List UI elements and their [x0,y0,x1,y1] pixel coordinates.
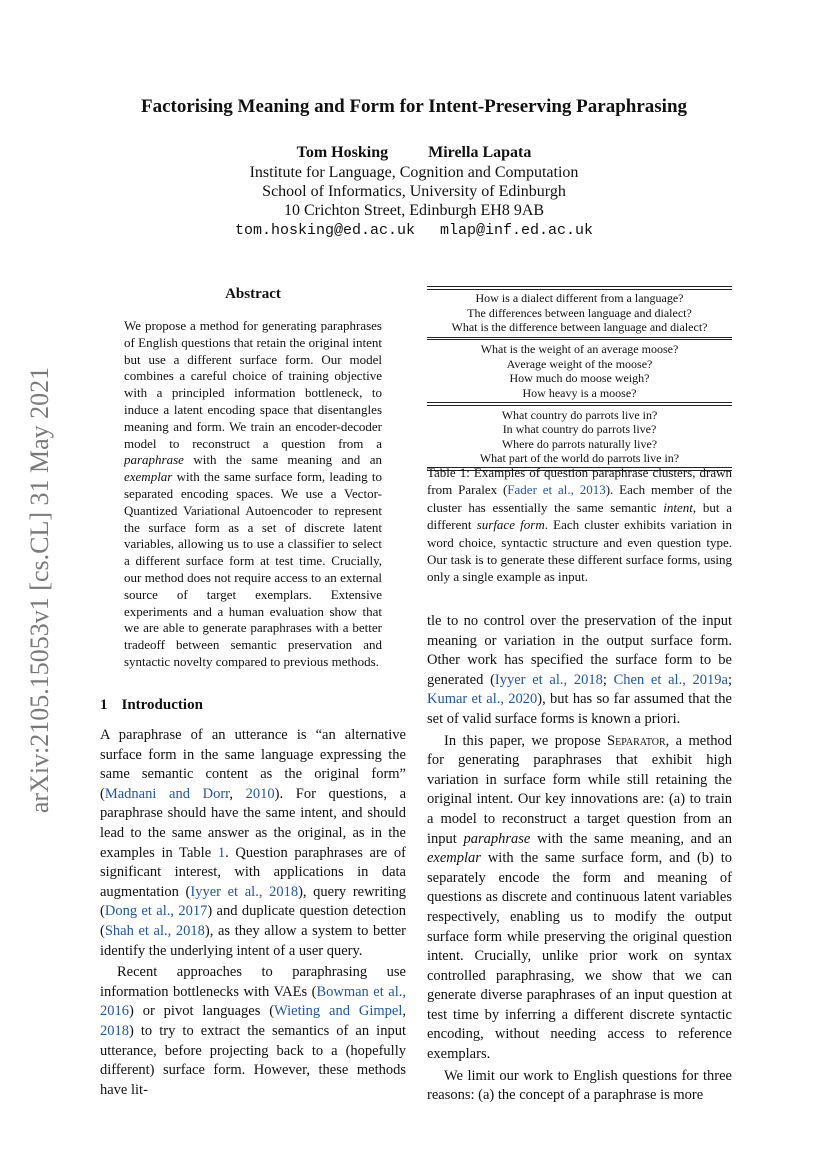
abstract-heading: Abstract [225,286,281,302]
abstract-text: with the same meaning and an [183,452,382,468]
text-run: , [402,1003,406,1020]
citation-link[interactable]: Bowman et al., 2016 [100,983,406,1020]
table-caption [427,464,732,586]
text-run: ), but has so far assumed that the set of valid surface forms is known a priori. [427,691,732,727]
author-emails [0,222,828,239]
table-cell: In what country do parrots live? [502,422,657,436]
author-list [0,144,828,162]
table-cell: What is the difference between language and dialect? [451,320,708,334]
text-emphasis: paraphrase [463,830,531,847]
section-number: 1 [100,697,108,713]
text-run: ). For questions, a paraphrase should have the same intent, and should lead to the same answer as the original, as in the examples in Table [100,785,407,861]
table-1 [427,286,732,471]
table-cell: What is the weight of an average moose? [480,342,679,356]
text-run: ) or pivot languages ( [129,1003,275,1020]
left-column-body [100,726,406,1100]
text-run: ). Each member of the cluster has essentially the same semantic [427,482,732,515]
text-run: ; [727,671,732,688]
table-cluster-rule [427,337,732,341]
table-cell: Average weight of the moose? [506,356,653,371]
arxiv-sidebar [18,310,62,870]
text-run: ) and duplicate question detection ( [100,903,406,939]
paper-title: Factorising Meaning and Form for Intent-Preserving Paraphrasing [140,96,688,117]
paraphrase-cluster [427,290,732,336]
affiliation-line: School of Informatics, University of Edinburgh [262,183,566,200]
citation-link[interactable]: Iyyer et al., 2018 [190,883,299,900]
text-run: tle to no control over the preservation of the input meaning or variation in the output surface form. Other work has specified the surface form to be generated ( [427,613,732,688]
caption-emphasis: intent [663,499,693,515]
text-run: ), as they allow a system to better identify the underlying intent of a user query. [100,922,406,959]
text-emphasis: exemplar [427,850,481,867]
text-run: ) to try to extract the semantics of an input utterance, before projecting back to a (hopefully different) surface form. However, these methods have lit- [100,1022,406,1098]
abstract-emphasis: paraphrase [124,452,184,468]
abstract-text: with the same surface form, leading to separated encoding spaces. We use a Vector-Quantized Variational Autoencoder to represent the surface form as a set of discrete latent variables, allowing us to use a classifier to select a different surface form at test time. Crucially, our method does not require access to an external source of target exemplars. Extensive experiments and a human evaluation show that we are able to generate paraphrases with a better tradeoff between semantic preservation and syntactic novelty compared to previous methods. [124,469,382,669]
citation-link[interactable]: Kumar et al., 2020 [427,691,538,708]
paraphrase-cluster [427,341,732,401]
right-column-body [427,612,732,1106]
text-run: Recent approaches to paraphrasing use information bottlenecks with VAEs ( [100,964,406,1000]
section-heading [100,697,203,714]
text-run: ; [602,671,614,688]
paragraph [427,732,732,1065]
table-cluster-rule [427,402,732,406]
citation-link[interactable]: Chen et al., 2019a [613,671,728,688]
email-address[interactable]: tom.hosking@ed.ac.uk [234,222,415,239]
paragraph [100,963,406,1100]
citation-link[interactable]: Madnani and Dorr [104,785,230,802]
text-run: , but a different [427,499,732,533]
citation-link[interactable]: Wieting and Gimpel [274,1003,403,1020]
table-ref-link[interactable]: 1 [217,844,226,861]
citation-link[interactable]: Shah et al., 2018 [104,922,205,939]
abstract-emphasis: exemplar [124,469,173,485]
abstract-body [124,318,382,671]
text-run: , a method for generating paraphrases that exhibit high variation in surface form while still retaining the original intent. Our key innovations are: (a) to train a model to reconstruct a target question from an input [427,732,732,847]
text-run: A paraphrase of an utterance is “an alternative surface form in the same language expressing the same semantic content as the original form” ( [100,727,406,802]
table-cell: What country do parrots live in? [501,407,658,422]
arxiv-identifier: arXiv:2105.15053v1 [cs.CL] 31 May 2021 [25,366,54,814]
table-cell: Where do parrots naturally live? [501,436,658,451]
affiliation-line: 10 Crichton Street, Edinburgh EH8 9AB [283,202,545,219]
email-address[interactable]: mlap@inf.ed.ac.uk [440,222,594,239]
text-run: with the same meaning, and an [530,830,732,847]
text-run: . Question paraphrases are of significant interest, with applications in data augmentation ( [100,844,406,900]
author-name: Mirella Lapata [428,144,532,161]
method-name: Separator [607,732,666,749]
abstract-text: We propose a method for generating paraphrases of English questions that retain the original intent but use a different surface form. Our model combines a careful choice of training objective with a principled information bottleneck, to induce a latent encoding space that disentangles meaning and form. We train an encoder-decoder model to reconstruct a question from a [124,318,382,451]
citation-link[interactable]: 2010 [245,785,275,802]
table-cell: The differences between language and dialect? [467,305,692,320]
caption-emphasis: surface form [476,517,545,533]
table-cell: How heavy is a moose? [522,385,637,400]
citation-link[interactable]: Fader et al., 2013 [507,482,606,498]
citation-link[interactable]: 2018 [100,1022,129,1039]
text-run: with the same surface form, and (b) to separately encode the form and meaning of questions as discrete and continuous latent variables respectively, enabling us to modify the output surface form while preserving the original question intent. Crucially, unlike prior work on syntax controlled paraphrasing, we show that we can generate diverse paraphrases of an input question at test time by inferring a different discrete syntactic encoding, without needing access to reference exemplars. [427,850,732,1063]
section-title: Introduction [121,697,203,713]
citation-link[interactable]: Iyyer et al., 2018 [494,671,603,688]
paragraph: We limit our work to English questions for three reasons: (a) the concept of a paraphrase is more [427,1067,732,1104]
paragraph [427,612,732,730]
text-run: , [229,785,246,802]
affiliation-line: Institute for Language, Cognition and Computation [249,164,579,181]
paragraph [100,726,406,961]
table-cell: How much do moose weigh? [509,371,650,385]
table-cell: What part of the world do parrots live in? [479,451,680,465]
paraphrase-cluster [427,407,732,467]
table-cell: How is a dialect different from a language? [475,291,684,305]
text-run: Table 1: Examples of question paraphrase clusters, drawn from Paralex ( [427,465,732,498]
author-name: Tom Hosking [296,144,389,161]
text-run: In this paper, we propose [444,732,608,749]
text-run: ), query rewriting ( [100,883,406,920]
text-run: . Each cluster exhibits variation in word choice, syntactic structure and even question type. Our task is to generate these different surface forms, using only a single example as input. [427,517,732,585]
citation-link[interactable]: Dong et al., 2017 [104,903,208,920]
